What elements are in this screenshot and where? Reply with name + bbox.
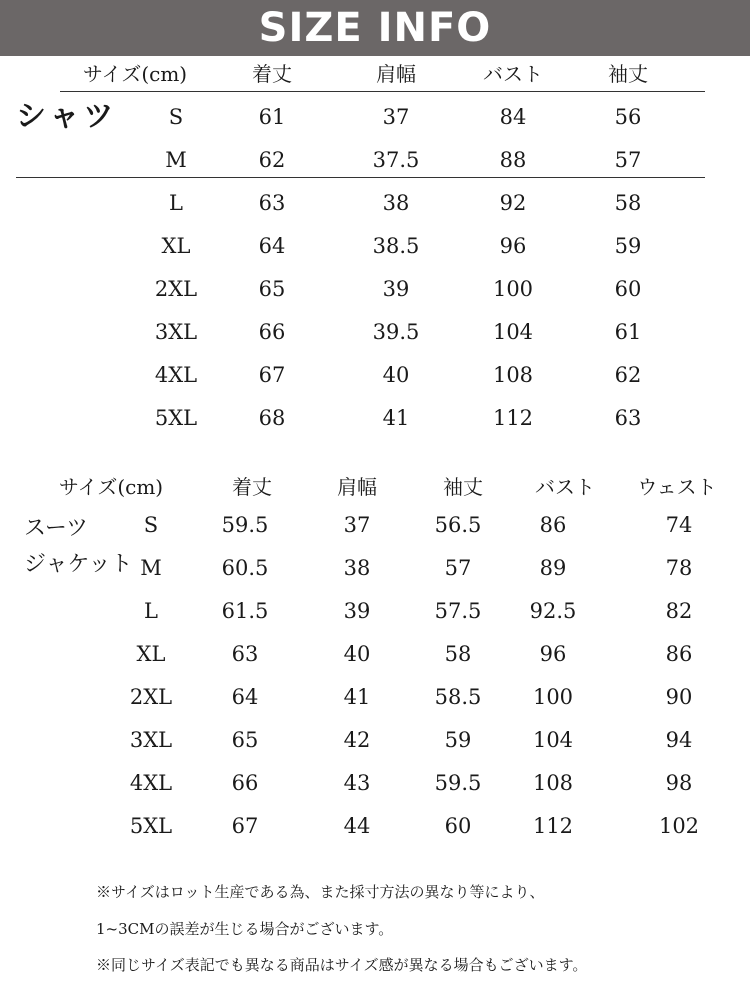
shirt-table-cell: 38.5 — [372, 234, 420, 258]
shirt-table-cell: 41 — [382, 406, 410, 430]
jacket-table-cell: 65 — [231, 728, 259, 752]
jacket-column-header: ウェスト — [637, 475, 717, 499]
shirt-table-cell: 88 — [499, 148, 527, 172]
shirt-table-cell: 62 — [258, 148, 286, 172]
shirt-table-cell: 38 — [382, 191, 410, 215]
jacket-size-label: 2XL — [129, 685, 173, 709]
shirt-table-cell: 96 — [499, 234, 527, 258]
size-note: ※同じサイズ表記でも異なる商品はサイズ感が異なる場合もございます。 — [96, 956, 588, 974]
shirt-table-cell: 63 — [614, 406, 642, 430]
jacket-table-cell: 59.5 — [221, 513, 269, 537]
size-note: ※サイズはロット生産である為、また採寸方法の異なり等により、 — [96, 883, 545, 901]
jacket-column-header: 肩幅 — [337, 475, 377, 499]
jacket-size-label: 4XL — [129, 771, 173, 795]
shirt-size-label: 5XL — [154, 406, 198, 430]
jacket-section-label-line1: スーツ — [24, 516, 89, 541]
jacket-table-cell: 41 — [343, 685, 371, 709]
shirt-section-label: シャツ — [16, 99, 118, 134]
jacket-column-header: 袖丈 — [443, 475, 483, 499]
jacket-table-cell: 63 — [231, 642, 259, 666]
jacket-table-cell: 100 — [532, 685, 574, 709]
shirt-table-cell: 60 — [614, 277, 642, 301]
shirt-column-header: 袖丈 — [608, 62, 648, 86]
shirt-table-cell: 62 — [614, 363, 642, 387]
jacket-table-cell: 74 — [665, 513, 693, 537]
shirt-column-header: 肩幅 — [376, 62, 416, 86]
shirt-table-cell: 66 — [258, 320, 286, 344]
jacket-table-cell: 102 — [658, 814, 700, 838]
jacket-table-cell: 89 — [539, 556, 567, 580]
jacket-table-cell: 60 — [444, 814, 472, 838]
shirt-table-cell: 37 — [382, 105, 410, 129]
shirt-column-header: サイズ(cm) — [82, 62, 188, 86]
shirt-size-label: 3XL — [154, 320, 198, 344]
jacket-table-cell: 57 — [444, 556, 472, 580]
jacket-table-cell: 78 — [665, 556, 693, 580]
shirt-row-divider — [16, 177, 705, 178]
jacket-table-cell: 39 — [343, 599, 371, 623]
shirt-table-cell: 39.5 — [372, 320, 420, 344]
shirt-table-cell: 58 — [614, 191, 642, 215]
shirt-table-cell: 92 — [499, 191, 527, 215]
shirt-table-cell: 108 — [492, 363, 534, 387]
shirt-size-label: XL — [161, 234, 191, 258]
shirt-table-cell: 39 — [382, 277, 410, 301]
shirt-table-cell: 68 — [258, 406, 286, 430]
jacket-table-cell: 42 — [343, 728, 371, 752]
jacket-table-cell: 66 — [231, 771, 259, 795]
jacket-table-cell: 44 — [343, 814, 371, 838]
shirt-table-cell: 100 — [492, 277, 534, 301]
shirt-table-cell: 61 — [258, 105, 286, 129]
shirt-table-cell: 104 — [492, 320, 534, 344]
size-info-banner — [0, 0, 750, 56]
shirt-size-label: M — [165, 148, 187, 172]
jacket-table-cell: 61.5 — [221, 599, 269, 623]
shirt-table-cell: 37.5 — [372, 148, 420, 172]
shirt-table-cell: 64 — [258, 234, 286, 258]
jacket-table-cell: 58.5 — [434, 685, 482, 709]
jacket-column-header: バスト — [535, 475, 595, 499]
jacket-table-cell: 96 — [539, 642, 567, 666]
jacket-table-cell: 86 — [665, 642, 693, 666]
shirt-column-header: 着丈 — [252, 62, 292, 86]
jacket-table-cell: 64 — [231, 685, 259, 709]
jacket-table-cell: 57.5 — [434, 599, 482, 623]
shirt-column-header: バスト — [483, 62, 543, 86]
jacket-table-cell: 104 — [532, 728, 574, 752]
jacket-section-label-line2: ジャケット — [24, 552, 133, 577]
jacket-table-cell: 94 — [665, 728, 693, 752]
jacket-table-cell: 43 — [343, 771, 371, 795]
shirt-table-cell: 63 — [258, 191, 286, 215]
jacket-column-header: サイズ(cm) — [58, 475, 164, 499]
jacket-table-cell: 86 — [539, 513, 567, 537]
jacket-table-cell: 58 — [444, 642, 472, 666]
shirt-size-label: 4XL — [154, 363, 198, 387]
shirt-header-divider — [60, 91, 705, 92]
size-note: 1~3CMの誤差が生じる場合がございます。 — [96, 920, 394, 938]
shirt-table-cell: 40 — [382, 363, 410, 387]
jacket-table-cell: 82 — [665, 599, 693, 623]
jacket-table-cell: 37 — [343, 513, 371, 537]
jacket-table-cell: 59 — [444, 728, 472, 752]
banner-title: SIZE INFO — [258, 5, 492, 51]
jacket-table-cell: 59.5 — [434, 771, 482, 795]
jacket-table-cell: 67 — [231, 814, 259, 838]
jacket-table-cell: 38 — [343, 556, 371, 580]
shirt-table-cell: 57 — [614, 148, 642, 172]
shirt-size-label: 2XL — [154, 277, 198, 301]
jacket-table-cell: 60.5 — [221, 556, 269, 580]
shirt-size-label: L — [169, 191, 183, 215]
jacket-size-label: L — [144, 599, 158, 623]
shirt-size-label: S — [168, 105, 184, 129]
jacket-size-label: XL — [136, 642, 166, 666]
jacket-size-label: 3XL — [129, 728, 173, 752]
jacket-size-label: S — [143, 513, 159, 537]
jacket-table-cell: 90 — [665, 685, 693, 709]
jacket-table-cell: 98 — [665, 771, 693, 795]
jacket-table-cell: 112 — [532, 814, 574, 838]
shirt-table-cell: 67 — [258, 363, 286, 387]
shirt-table-cell: 84 — [499, 105, 527, 129]
jacket-column-header: 着丈 — [232, 475, 272, 499]
shirt-table-cell: 112 — [492, 406, 534, 430]
jacket-table-cell: 108 — [532, 771, 574, 795]
jacket-size-label: M — [140, 556, 162, 580]
shirt-table-cell: 56 — [614, 105, 642, 129]
shirt-table-cell: 65 — [258, 277, 286, 301]
jacket-table-cell: 92.5 — [529, 599, 577, 623]
shirt-table-cell: 61 — [614, 320, 642, 344]
jacket-size-label: 5XL — [129, 814, 173, 838]
jacket-table-cell: 40 — [343, 642, 371, 666]
shirt-table-cell: 59 — [614, 234, 642, 258]
jacket-table-cell: 56.5 — [434, 513, 482, 537]
